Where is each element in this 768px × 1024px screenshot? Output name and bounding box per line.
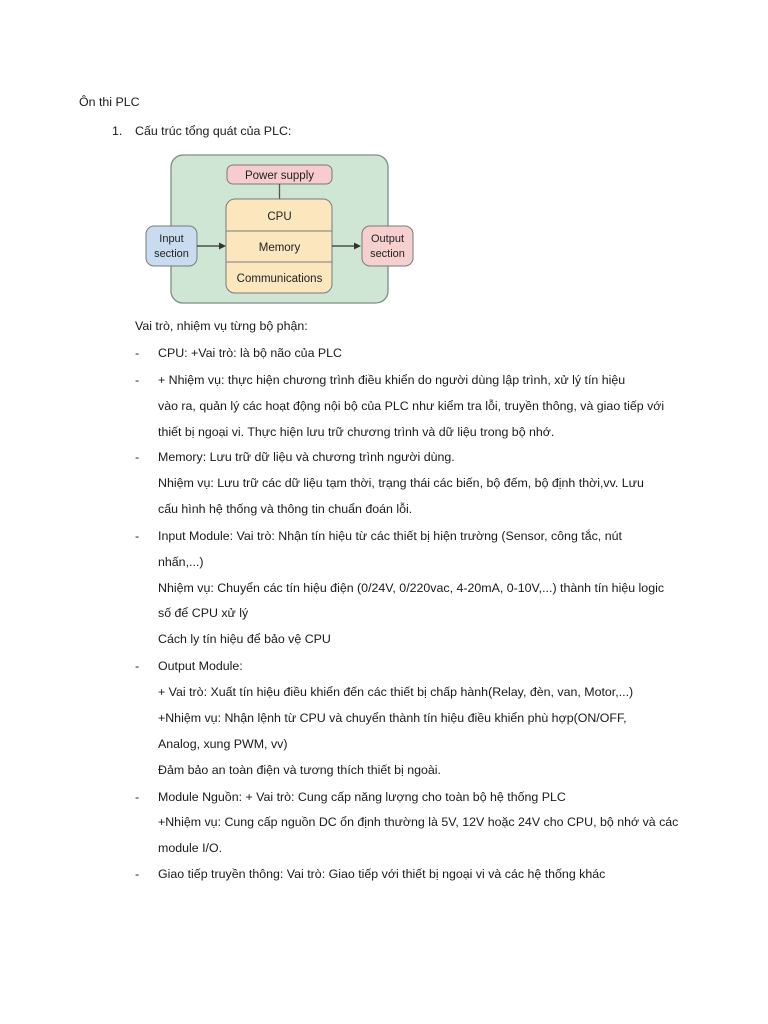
power-line-3: module I/O. [158,841,223,855]
input-line-5: Cách ly tín hiệu để bảo vệ CPU [158,632,331,646]
communications-label: Communications [236,273,323,285]
input-section-box [146,226,197,266]
plc-structure-diagram [142,152,424,306]
power-supply-label: Power supply [244,170,315,182]
output-line-1: Output Module: [158,659,243,673]
list-bullet: - [135,790,140,804]
cpu-label: CPU [267,211,292,223]
memory-line-2: Nhiệm vụ: Lưu trữ các dữ liệu tạm thời, trạng thái các biến, bộ đếm, bộ định thời,vv. Lưu [158,476,644,490]
memory-line-3: cấu hình hệ thống và thông tin chuẩn đoán lỗi. [158,502,413,516]
cpu-task-line-3: thiết bị ngoại vi. Thực hiện lưu trữ chương trình và dữ liệu trong bộ nhớ. [158,425,555,439]
output-label-line2: section [370,248,405,260]
input-line-2: nhấn,...) [158,555,204,569]
power-line-2: +Nhiệm vụ: Cung cấp nguồn DC ổn định thường là 5V, 12V hoặc 24V cho CPU, bộ nhớ và các [158,815,679,829]
cpu-role-line: CPU: +Vai trò: là bộ não của PLC [158,346,343,360]
list-bullet: - [135,867,140,881]
list-bullet: - [135,659,140,673]
output-section-box [362,226,413,266]
output-line-2: + Vai trò: Xuất tín hiệu điều khiển đến các thiết bị chấp hành(Relay, đèn, van, Motor,...) [158,685,634,699]
input-label-line2: section [154,248,189,260]
section-heading: Cấu trúc tổng quát của PLC: [135,124,292,138]
power-line-1: Module Nguồn: + Vai trò: Cung cấp năng lượng cho toàn bộ hệ thống PLC [158,790,566,804]
output-line-3: +Nhiệm vụ: Nhận lệnh từ CPU và chuyển thành tín hiệu điều khiển phù hợp(ON/OFF, [158,711,627,725]
memory-line-1: Memory: Lưu trữ dữ liệu và chương trình người dùng. [158,450,455,464]
output-line-5: Đảm bảo an toàn điện và tương thích thiết bị ngoài. [158,763,442,777]
cpu-task-line-1: + Nhiệm vụ: thực hiện chương trình điều khiển do người dùng lập trình, xử lý tín hiệu [158,373,626,387]
output-line-4: Analog, xung PWM, vv) [158,737,288,751]
memory-label: Memory [258,242,301,254]
list-bullet: - [135,373,140,387]
input-label-line1: Input [159,233,184,245]
document-title: Ôn thi PLC [79,95,140,109]
list-bullet: - [135,346,140,360]
input-line-1: Input Module: Vai trò: Nhận tín hiệu từ các thiết bị hiện trường (Sensor, công tắc, nút [158,529,622,543]
list-bullet: - [135,529,140,543]
list-bullet: - [135,450,140,464]
output-label-line1: Output [370,233,405,245]
input-line-4: số để CPU xử lý [158,606,249,620]
section-number: 1. [112,124,123,138]
input-line-3: Nhiệm vụ: Chuyển các tín hiệu điện (0/24V, 0/220vac, 4-20mA, 0-10V,...) thành tín hiệu logic [158,581,665,595]
roles-intro: Vai trò, nhiệm vụ từng bộ phận: [135,319,308,333]
communication-line-1: Giao tiếp truyền thông: Vai trò: Giao tiếp với thiết bị ngoại vi và các hệ thống khác [158,867,606,881]
cpu-task-line-2: vào ra, quản lý các hoạt động nội bộ của PLC như kiểm tra lỗi, truyền thông, và giao tiếp với [158,399,665,413]
